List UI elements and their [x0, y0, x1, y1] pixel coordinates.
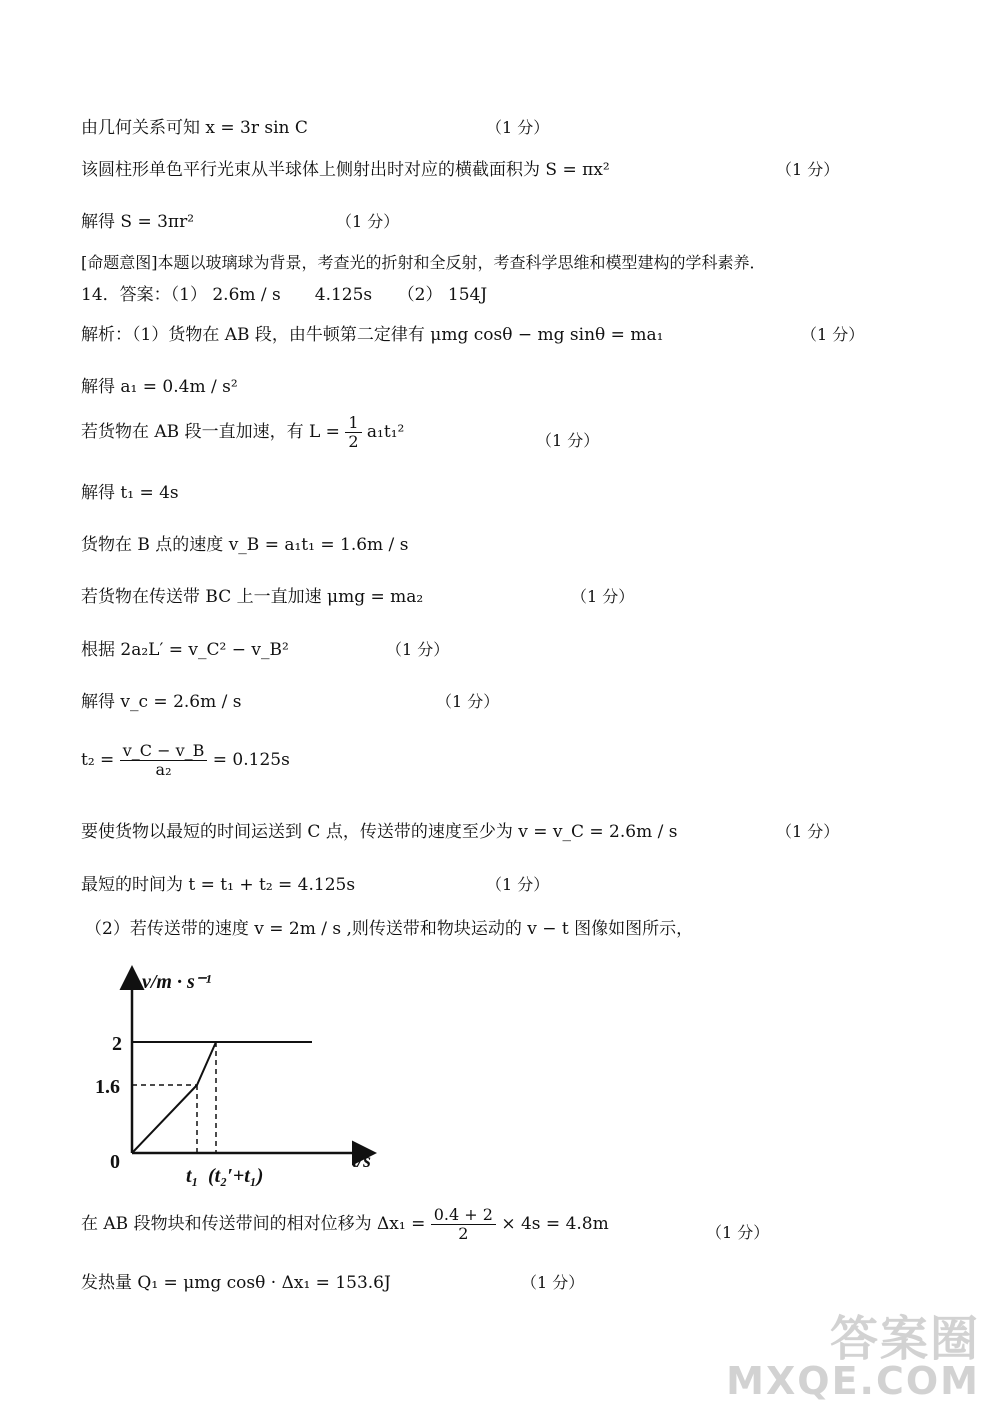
- score-label: （1 分）: [776, 822, 840, 841]
- score-label: （1 分）: [436, 692, 500, 711]
- line-text: 发热量 Q₁ = μmg cosθ · Δx₁ = 153.6J: [81, 1273, 391, 1293]
- line-text: 在 AB 段物块和传送带间的相对位移为 Δx₁ =: [81, 1214, 431, 1234]
- line-text: 最短的时间为 t = t₁ + t₂ = 4.125s: [81, 875, 356, 895]
- score-label: （1 分）: [571, 587, 635, 606]
- line-text: 解得 v_c = 2.6m / s: [81, 692, 242, 712]
- fraction-dx: $\frac{0.4 + 2}{2}$: [431, 1206, 496, 1243]
- line-text: 货物在 B 点的速度 v_B = a₁t₁ = 1.6m / s: [81, 535, 409, 555]
- line-text: 该圆柱形单色平行光束从半球体上侧射出时对应的横截面积为 S = πx²: [81, 160, 610, 180]
- score-label: （1 分）: [536, 431, 600, 450]
- score-label: （1 分）: [776, 160, 840, 179]
- y-axis-label: v/m · s⁻¹: [142, 971, 212, 993]
- fraction-t2: $\frac{v\_C - v\_B}{\text{a₂}}$: [120, 742, 208, 779]
- formula-tail: = 0.125s: [212, 750, 290, 770]
- line-text: t₂ =: [81, 750, 120, 770]
- origin-label: 0: [110, 1151, 120, 1173]
- line-text: 要使货物以最短的时间运送到 C 点，传送带的速度至少为 v = v_C = 2.6m / s: [81, 822, 678, 842]
- y-tick-1.6: 1.6: [95, 1076, 120, 1098]
- fraction-half: $\frac{1}{2}$: [345, 414, 361, 451]
- line-text: 若货物在传送带 BC 上一直加速 μmg = ma₂: [81, 587, 424, 607]
- line-text: [命题意图]本题以玻璃球为背景，考查光的折射和全反射，考查科学思维和模型建构的学科素养．: [81, 253, 766, 272]
- line-text: 由几何关系可知 x = 3r sin C: [81, 118, 308, 138]
- formula-tail: × 4s = 4.8m: [501, 1214, 609, 1234]
- line-text: 解析：（1）货物在 AB 段，由牛顿第二定律有 μmg cosθ − mg sinθ = ma₁: [81, 325, 664, 345]
- watermark: [726, 1311, 980, 1403]
- line-text: 解得 S = 3πr²: [81, 212, 195, 232]
- line-text: 解得 a₁ = 0.4m / s²: [81, 377, 238, 397]
- score-label: （1 分）: [706, 1223, 770, 1242]
- line-text: 14．答案：（1） 2.6m / s 4.125s （2） 154J: [81, 285, 488, 305]
- line-text: 根据 2a₂L′ = v_C² − v_B²: [81, 640, 289, 660]
- watermark-logo-text: 答案圈: [829, 1311, 980, 1367]
- score-label: （1 分）: [486, 875, 550, 894]
- score-label: （1 分）: [486, 118, 550, 137]
- vt-graph: [80, 960, 400, 1200]
- line-relative-displacement: [81, 1205, 770, 1243]
- x-tick-t2: (t₂′+t₁): [208, 1165, 264, 1187]
- block-velocity-line: [132, 1042, 216, 1153]
- line-text: （2）若传送带的速度 v = 2m / s ,则传送带和物块运动的 v − t 图像如图所示，: [85, 919, 694, 939]
- formula-tail: a₁t₁²: [366, 422, 405, 442]
- watermark-url: MXQE.COM: [726, 1359, 980, 1403]
- y-tick-2: 2: [112, 1033, 122, 1055]
- line-text: 解得 t₁ = 4s: [81, 483, 179, 503]
- line-text: 若货物在 AB 段一直加速，有 L =: [81, 422, 346, 442]
- line-t2-formula: [81, 742, 290, 779]
- score-label: （1 分）: [386, 640, 450, 659]
- score-label: （1 分）: [336, 212, 400, 231]
- x-tick-t1: t₁: [186, 1165, 199, 1187]
- score-label: （1 分）: [801, 325, 865, 344]
- score-label: （1 分）: [521, 1273, 585, 1292]
- x-axis-label: t/s: [352, 1150, 371, 1172]
- line-L-formula: [81, 413, 600, 451]
